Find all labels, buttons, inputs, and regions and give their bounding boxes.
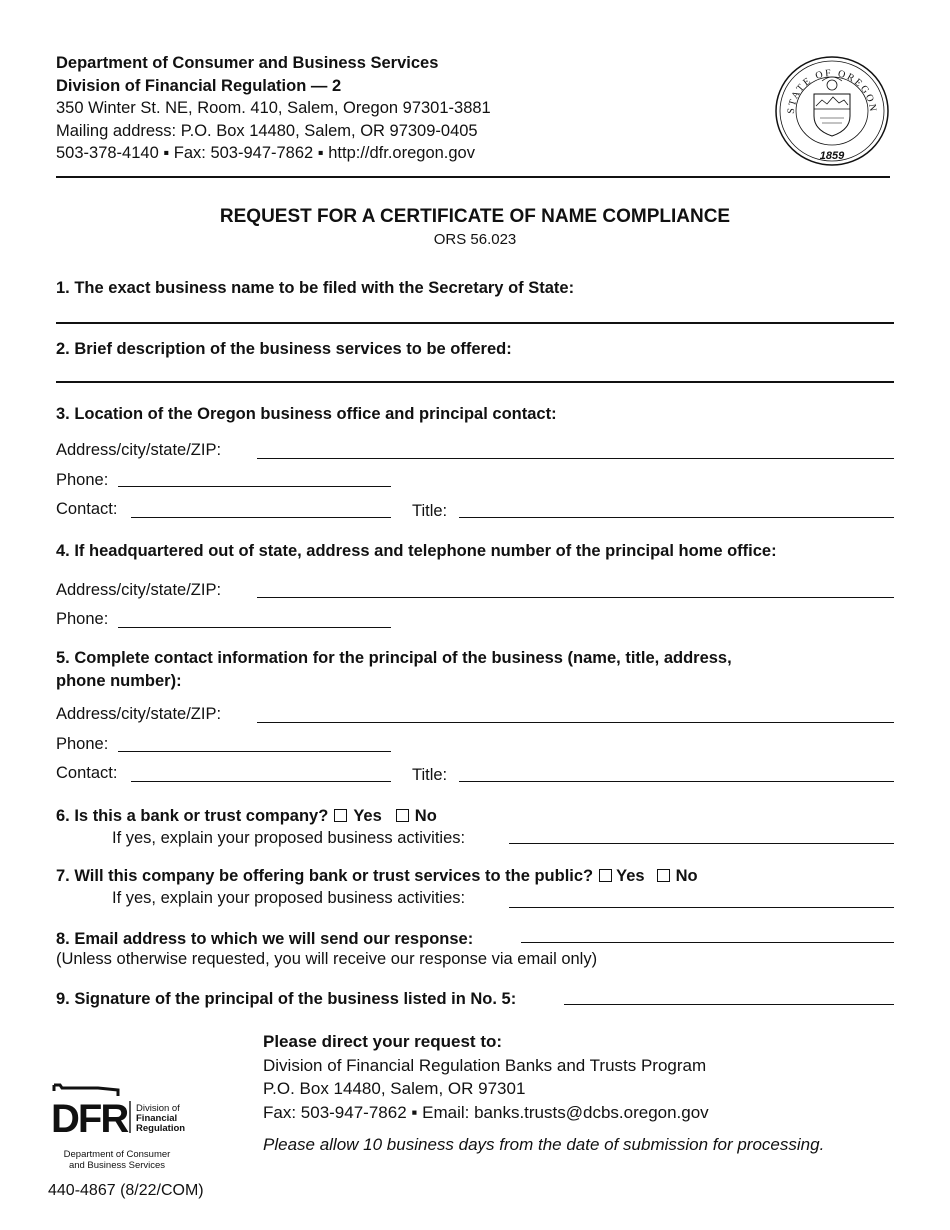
q8-email-field[interactable]: [521, 942, 894, 943]
q5-contact-field[interactable]: [131, 781, 391, 782]
q7-label: 7. Will this company be offering bank or trust services to the public?: [56, 867, 594, 885]
form-statute: ORS 56.023: [433, 231, 517, 248]
q6-yes-checkbox[interactable]: [334, 809, 347, 822]
department-name: Department of Consumer and Business Services: [56, 54, 439, 72]
direct-heading: Please direct your request to:: [263, 1032, 503, 1051]
direct-line1: Division of Financial Regulation Banks and Trusts Program: [263, 1055, 707, 1075]
agency-header: [56, 52, 491, 165]
q5-label-line1: 5. Complete contact information for the principal of the business (name, title, address,: [56, 649, 732, 667]
q2-label: 2. Brief description of the business services to be offered:: [56, 340, 512, 358]
q7-explain-label: If yes, explain your proposed business activities:: [112, 889, 466, 907]
dfr-abbr: DFR: [51, 1097, 128, 1141]
division-name: Division of Financial Regulation — 2: [56, 76, 342, 95]
direct-line2: P.O. Box 14480, Salem, OR 97301: [263, 1079, 526, 1098]
q8-note: (Unless otherwise requested, you will receive our response via email only): [56, 950, 598, 968]
street-address: 350 Winter St. NE, Room. 410, Salem, Oregon 97301-3881: [56, 99, 491, 117]
q4-label: 4. If headquartered out of state, address and telephone number of the principal home office:: [56, 542, 777, 560]
q5-address-field[interactable]: [257, 722, 894, 723]
q7-yes-label: Yes: [616, 867, 645, 885]
q3-title-field[interactable]: [459, 517, 894, 518]
submission-instructions: [263, 1030, 709, 1124]
dfr-division-l1: Division of: [136, 1103, 180, 1114]
form-number: 440-4867 (8/22/COM): [48, 1182, 204, 1199]
q6-explain-field[interactable]: [509, 843, 894, 844]
q6-label: 6. Is this a bank or trust company?: [56, 807, 329, 825]
q5-phone-label: Phone:: [56, 735, 109, 753]
dfr-logo: [50, 1083, 190, 1173]
q4-phone-label: Phone:: [56, 610, 109, 628]
q5-contact-label: Contact:: [56, 764, 118, 782]
q5-address-label: Address/city/state/ZIP:: [56, 705, 222, 723]
q6-explain-label: If yes, explain your proposed business activities:: [112, 829, 466, 847]
form-title: REQUEST FOR A CERTIFICATE OF NAME COMPLIANCE: [219, 206, 731, 227]
q1-label: 1. The exact business name to be filed with the Secretary of State:: [56, 279, 575, 297]
q3-phone-label: Phone:: [56, 471, 109, 489]
q6-no-checkbox[interactable]: [396, 809, 409, 822]
header-divider: [56, 176, 890, 178]
q5-phone-field[interactable]: [118, 751, 391, 752]
q8-label: 8. Email address to which we will send our response:: [56, 930, 474, 948]
q7-no-checkbox[interactable]: [657, 869, 670, 882]
q3-address-label: Address/city/state/ZIP:: [56, 441, 222, 459]
seal-year: 1859: [819, 150, 845, 162]
q6-row: [56, 807, 437, 826]
dfr-division-l3: Regulation: [136, 1123, 186, 1134]
seal-text: STATE OF OREGON: [785, 67, 879, 115]
q2-description-field[interactable]: [56, 381, 894, 383]
q3-address-field[interactable]: [257, 458, 894, 459]
q1-business-name-field[interactable]: [56, 322, 894, 324]
q4-phone-field[interactable]: [118, 627, 391, 628]
direct-line3: Fax: 503-947-7862 ▪ Email: banks.trusts@dcbs.oregon.gov: [263, 1102, 709, 1122]
dfr-dept-l1: Department of Consumer: [63, 1149, 171, 1160]
q7-row: [56, 867, 698, 886]
q4-address-field[interactable]: [257, 597, 894, 598]
q7-explain-field[interactable]: [509, 907, 894, 908]
q5-label-line2: phone number):: [56, 672, 182, 690]
q7-no-label: No: [675, 867, 698, 885]
q5-title-label: Title:: [412, 766, 448, 784]
oregon-state-seal: [772, 54, 892, 168]
contact-line: 503-378-4140 ▪ Fax: 503-947-7862 ▪ http://dfr.oregon.gov: [56, 144, 475, 162]
q5-title-field[interactable]: [459, 781, 894, 782]
q3-title-label: Title:: [412, 502, 448, 520]
q3-contact-label: Contact:: [56, 500, 118, 518]
dfr-dept-l2: and Business Services: [68, 1160, 166, 1171]
mailing-address: Mailing address: P.O. Box 14480, Salem, OR 97309-0405: [56, 121, 478, 140]
q9-label: 9. Signature of the principal of the business listed in No. 5:: [56, 990, 517, 1008]
q3-phone-field[interactable]: [118, 486, 391, 487]
q6-yes-label: Yes: [353, 807, 382, 825]
q7-yes-checkbox[interactable]: [599, 869, 612, 882]
q9-signature-field[interactable]: [564, 1004, 894, 1005]
processing-note: Please allow 10 business days from the date of submission for processing.: [263, 1135, 825, 1154]
dfr-division-l2: Financial: [136, 1113, 178, 1124]
q4-address-label: Address/city/state/ZIP:: [56, 581, 222, 599]
q6-no-label: No: [414, 807, 437, 825]
q3-label: 3. Location of the Oregon business office and principal contact:: [56, 405, 557, 423]
q3-contact-field[interactable]: [131, 517, 391, 518]
